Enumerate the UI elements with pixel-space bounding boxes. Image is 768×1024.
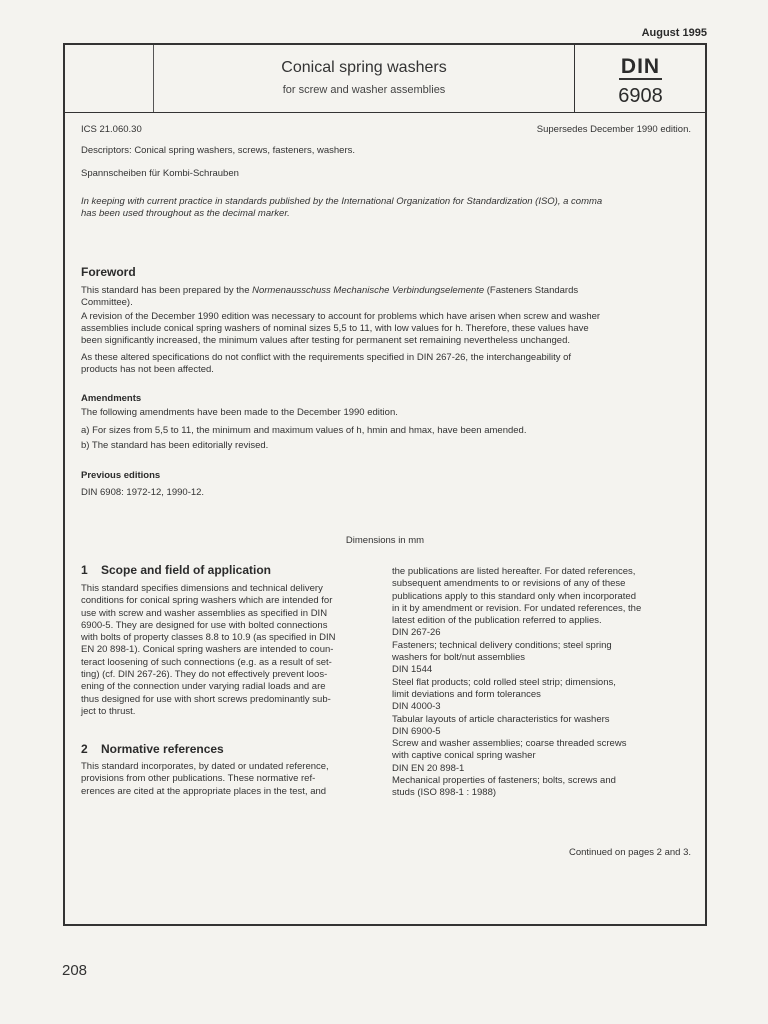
iso-note-line-2: has been used throughout as the decimal marker. [81, 208, 290, 219]
section-1-body [81, 583, 378, 718]
references-intro-line: latest edition of the publication referred to applies. [392, 615, 602, 627]
amendments-intro: The following amendments have been made to the December 1990 edition. [81, 407, 398, 418]
section-1-line: ting) (cf. DIN 267-26). They do not effectively prevent loos- [81, 669, 328, 681]
document-title: Conical spring washers [281, 59, 447, 76]
foreword-p2-line-1: A revision of the December 1990 edition was necessary to account for problems which have arisen when screw and washer [81, 311, 601, 322]
foreword-p1-committee: Normenausschuss Mechanische Verbindungselemente [252, 285, 485, 296]
section-1-heading [81, 563, 271, 577]
ics-code: ICS 21.060.30 [81, 124, 142, 135]
dimensions-note: Dimensions in mm [345, 535, 425, 546]
section-2-line: erences are cited at the appropriate places in the test, and [81, 785, 327, 797]
din-block [574, 45, 706, 112]
document-frame [63, 43, 707, 926]
descriptors: Descriptors: Conical spring washers, screws, fasteners, washers. [81, 145, 356, 156]
reference-description: Screw and washer assemblies; coarse threaded screws [392, 738, 627, 750]
previous-editions-list: DIN 6908: 1972-12, 1990-12. [81, 487, 205, 498]
foreword-p2-line-3: been significantly increased, the minimum values after testing for permanent set remaining nevertheless unchanged. [81, 335, 570, 346]
section-1-line: EN 20 898-1). Conical spring washers are intended to coun- [81, 644, 334, 656]
iso-note-line-1: In keeping with current practice in standards published by the International Organization for Standardization (ISO), a comma [81, 196, 603, 207]
section-2-body [81, 761, 378, 798]
reference-code: DIN 4000-3 [392, 701, 441, 713]
title-block-left-cell [65, 45, 154, 112]
reference-description: Tabular layouts of article characteristics for washers [392, 713, 610, 725]
section-2-line: provisions from other publications. These normative ref- [81, 773, 316, 785]
reference-description: with captive conical spring washer [392, 750, 536, 762]
section-1-line: with bolts of property classes 8.8 to 10.9 (as specified in DIN [81, 632, 336, 644]
continued-note: Continued on pages 2 and 3. [568, 847, 691, 858]
references-intro-line: publications apply to this standard only when incorporated [392, 590, 636, 602]
document-subtitle: for screw and washer assemblies [282, 84, 446, 96]
foreword-p1-text-a: This standard has been prepared by the [81, 285, 253, 296]
references-intro-line: subsequent amendments to or revisions of any of these [392, 578, 626, 590]
references-intro-line: in it by amendment or revision. For undated references, the [392, 602, 642, 614]
amendment-b: b) The standard has been editorially revised. [81, 440, 269, 451]
reference-description: Mechanical properties of fasteners; bolts, screws and [392, 775, 616, 787]
reference-description: limit deviations and form tolerances [392, 688, 541, 700]
din-number: 6908 [618, 85, 663, 107]
edition-date: August 1995 [641, 27, 707, 39]
references-intro-line: the publications are listed hereafter. For dated references, [392, 566, 636, 577]
section-1-title: Scope and field of application [101, 563, 272, 577]
din-label: DIN [620, 55, 661, 78]
section-2-heading [81, 742, 224, 756]
section-1-line: This standard specifies dimensions and technical delivery [81, 583, 323, 594]
section-1-line: 6900-5. They are designed for use with bolted connections [81, 619, 328, 631]
title-block [65, 45, 705, 113]
amendment-a: a) For sizes from 5,5 to 11, the minimum and maximum values of h, hmin and hmax, have been amended. [81, 425, 527, 436]
foreword-heading: Foreword [81, 265, 136, 279]
reference-code: DIN 6900-5 [392, 725, 441, 737]
section-2-title: Normative references [101, 742, 224, 756]
foreword-p1-line-1 [81, 285, 578, 297]
foreword-p1-line-2: Committee). [81, 297, 133, 308]
foreword-p2-line-2: assemblies include conical spring washers of nominal sizes 5,5 to 11, with low values for h. Therefore, these values have [81, 323, 589, 334]
foreword-p3-line-2: products has not been affected. [81, 364, 214, 375]
section-1-line: use with screw and washer assemblies as specified in DIN [81, 607, 328, 619]
reference-description: washers for bolt/nut assemblies [392, 652, 526, 664]
reference-code: DIN 1544 [392, 664, 433, 676]
reference-code: DIN EN 20 898-1 [392, 762, 465, 774]
supersedes-note: Supersedes December 1990 edition. [536, 124, 691, 135]
german-title: Spannscheiben für Kombi-Schrauben [81, 168, 239, 179]
section-2-number: 2 [81, 742, 88, 756]
foreword-p1-text-b: (Fasteners Standards [484, 285, 579, 296]
section-1-line: ject to thrust. [81, 705, 136, 717]
right-column [392, 566, 691, 800]
page-number: 208 [62, 962, 88, 979]
section-2-line: This standard incorporates, by dated or undated reference, [81, 761, 329, 772]
section-1-line: ening of the connection under varying radial loads and are [81, 681, 326, 693]
reference-description: Steel flat products; cold rolled steel strip; dimensions, [392, 676, 616, 688]
reference-code: DIN 267-26 [392, 627, 441, 639]
foreword-p3-line-1: As these altered specifications do not conflict with the requirements specified in DIN 267-26, the interchangeability of [81, 352, 572, 363]
reference-description: studs (ISO 898-1 : 1988) [392, 787, 497, 799]
section-1-line: thus designed for use with short screws predominantly sub- [81, 693, 331, 705]
reference-description: Fasteners; technical delivery conditions; steel spring [392, 639, 612, 651]
section-1-number: 1 [81, 563, 88, 577]
amendments-heading: Amendments [81, 393, 142, 404]
previous-editions-heading: Previous editions [81, 470, 161, 481]
section-1-line: teract loosening of such connections (e.g. as a result of set- [81, 656, 332, 668]
section-1-line: conditions for conical spring washers which are intended for [81, 595, 333, 607]
din-logo [575, 55, 706, 79]
